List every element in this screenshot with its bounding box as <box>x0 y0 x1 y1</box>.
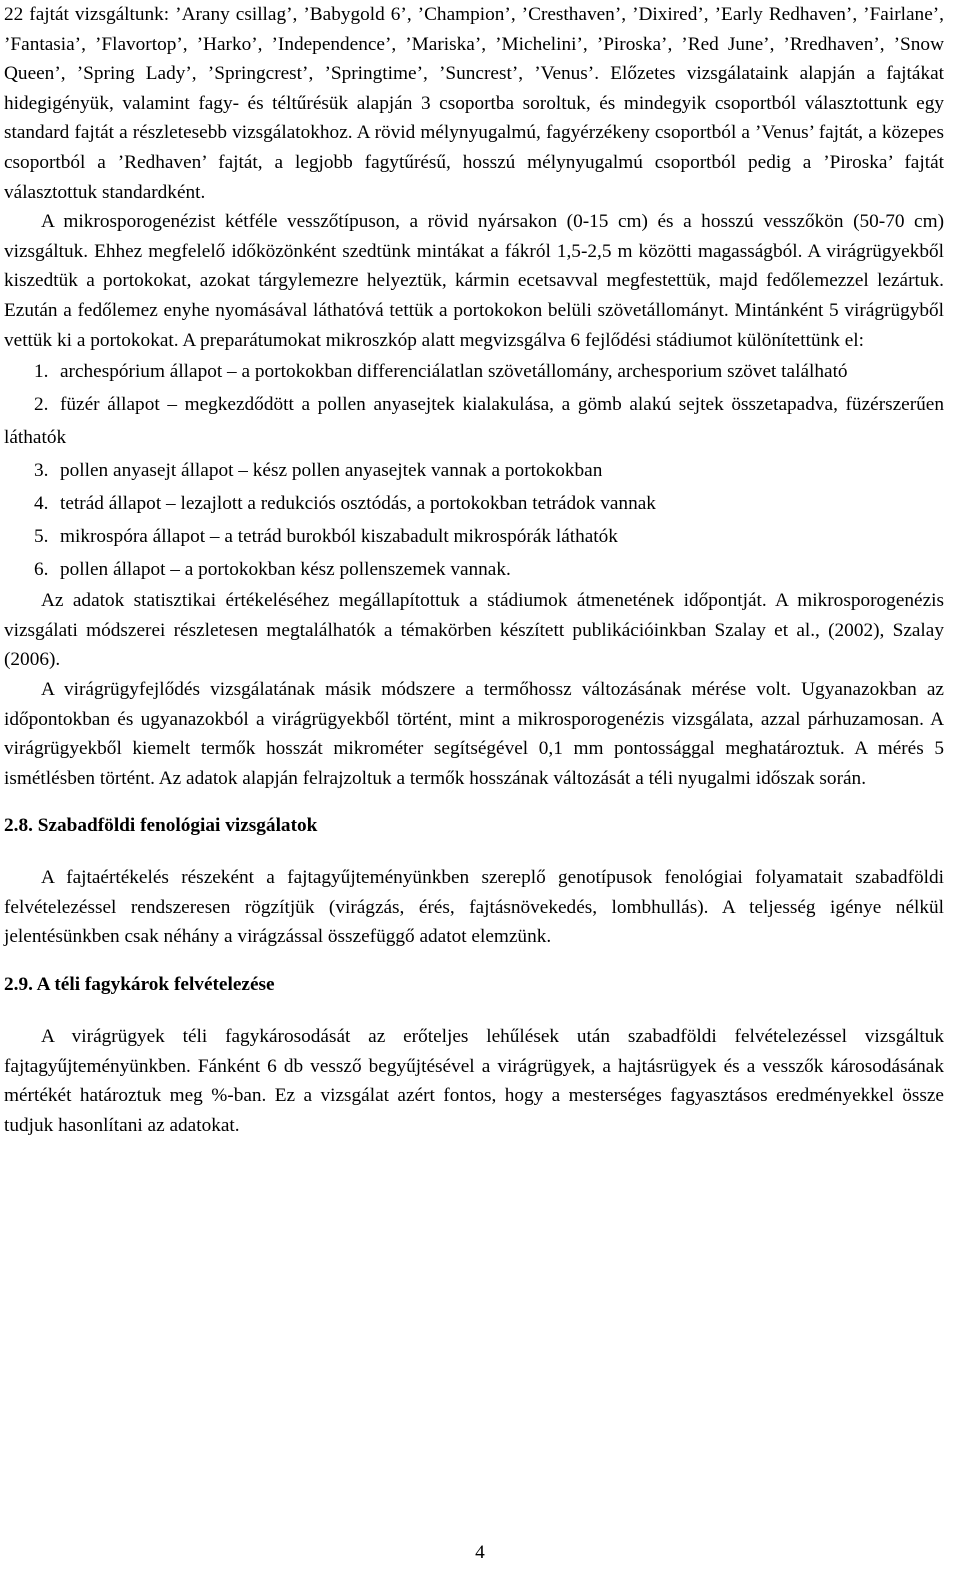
list-item <box>4 487 944 520</box>
list-item-number: 1. <box>34 361 49 383</box>
list-item-number: 6. <box>34 559 49 581</box>
section-heading-2-9: 2.9. A téli fagykárok felvételezése <box>4 974 275 996</box>
section-heading-2-8: 2.8. Szabadföldi fenológiai vizsgálatok <box>4 815 318 837</box>
paragraph-pistil-length: A virágrügyfejlődés vizsgálatának másik módszere a termőhossz változásának mérése volt. Ugyanazokban az időpontokban és ugyanazokból a virágrügyekből történt, mint a mikrosporogenézis vizsgálata, azzal párhuzamosan. A virágrügyekből kiemelt termők hosszát mikrométer segítségével 0,1 mm pontossággal meghatároztuk. A mérés 5 ismétlésben történt. Az adatok alapján felrajzoltuk a termők hosszának változását a téli nyugalmi időszak során. <box>4 678 944 789</box>
stage-list <box>4 355 944 586</box>
list-item-text: tetrád állapot – lezajlott a redukciós osztódás, a portokokban tetrádok vannak <box>60 493 656 515</box>
list-item-text: mikrospóra állapot – a tetrád burokból kiszabadult mikrospórák láthatók <box>60 526 618 548</box>
list-item <box>4 388 944 454</box>
list-item-number: 4. <box>34 493 49 515</box>
paragraph-phenology: A fajtaértékelés részeként a fajtagyűjteményünkben szereplő genotípusok fenológiai folyamatait szabadföldi felvételezéssel rendszeresen rögzítjük (virágzás, érés, fajtásnövekedés, lombhullás). A teljesség igénye nélkül jelentésünkben csak néhány a virágzással összefüggő adatot elemzünk. <box>4 867 944 948</box>
page-number: 4 <box>475 1542 485 1563</box>
list-item-text: füzér állapot – megkezdődött a pollen anyasejtek kialakulása, a gömb alakú sejtek összetapadva, füzérszerűen láthatók <box>4 394 944 449</box>
paragraph-frost-damage: A virágrügyek téli fagykárosodását az erőteljes lehűlések után szabadföldi felvételezéssel vizsgáltuk fajtagyűjteményünkben. Fánként 6 db vessző begyűjtésével a virágrügyek, a hajtásrügyek és a vesszők károsodásának mértékét határoztuk meg %-ban. Ez a vizsgálat azért fontos, hogy a mesterséges fagyasztásos eredményekkel össze tudjuk hasonlítani az adatokat. <box>4 1026 944 1136</box>
list-item-text: archespórium állapot – a portokokban differenciálatlan szövetállomány, archesporium szövet található <box>60 361 848 383</box>
list-item <box>4 355 944 388</box>
paragraph-varieties: 22 fajtát vizsgáltunk: ’Arany csillag’, ’Babygold 6’, ’Champion’, ’Cresthaven’, ’Dixired’, ’Early Redhaven’, ’Fairlane’, ’Fantasia’, ’Flavortop’, ’Harko’, ’Independence’, ’Mariska’, ’Michelini’, ’Piroska’, ’Red June’, ’Rredhaven’, ’Snow Queen’, ’Spring Lady’, ’Springcrest’, ’Springtime’, ’Suncrest’, ’Venus’. Előzetes vizsgálataink alapján a fajtákat hidegigényük, valamint fagy- és téltűrésük alapján 3 csoportba soroltuk, és mindegyik csoportból választottunk egy standard fajtát a részletesebb vizsgálatokhoz. A rövid mélynyugalmú, fagyérzékeny csoportból a ’Venus’ fajtát, a közepes csoportból a ’Redhaven’ fajtát, a legjobb fagytűrésű, hosszú mélynyugalmú csoportból pedig a ’Piroska’ fajtát választottuk standardként. <box>4 4 944 203</box>
list-item <box>4 553 944 586</box>
list-item-text: pollen anyasejt állapot – kész pollen anyasejtek vannak a portokokban <box>60 460 603 482</box>
document-page <box>4 0 944 1140</box>
list-item-text: pollen állapot – a portokokban kész pollenszemek vannak. <box>60 559 511 581</box>
list-item <box>4 520 944 553</box>
paragraph-statistics: Az adatok statisztikai értékeléséhez megállapítottuk a stádiumok átmenetének időpontját. A mikrosporogenézis vizsgálati módszerei részletesen megtalálhatók a témakörben készített publikációinkban Szalay et al., (2002), Szalay (2006). <box>4 590 944 671</box>
list-item-number: 3. <box>34 460 49 482</box>
list-item-number: 5. <box>34 526 49 548</box>
paragraph-microsporogenesis: A mikrosporogenézist kétféle vesszőtípuson, a rövid nyársakon (0-15 cm) és a hosszú vesszőkön (50-70 cm) vizsgáltuk. Ehhez megfelelő időközönként szedtünk mintákat a fákról 1,5-2,5 m közötti magasságból. A virágrügyekből kiszedtük a portokokat, azokat tárgylemezre helyeztük, kármin ecetsavval megfestettük, majd fedőlemezzel lezártuk. Ezután a fedőlemez enyhe nyomásával láthatóvá tettük a portokokon belüli szövetállományt. Mintánként 5 virágrügyből vettük ki a portokokat. A preparátumokat mikroszkóp alatt megvizsgálva 6 fejlődési stádiumot különítettünk el: <box>4 211 944 351</box>
list-item-number: 2. <box>34 394 49 416</box>
list-item <box>4 454 944 487</box>
